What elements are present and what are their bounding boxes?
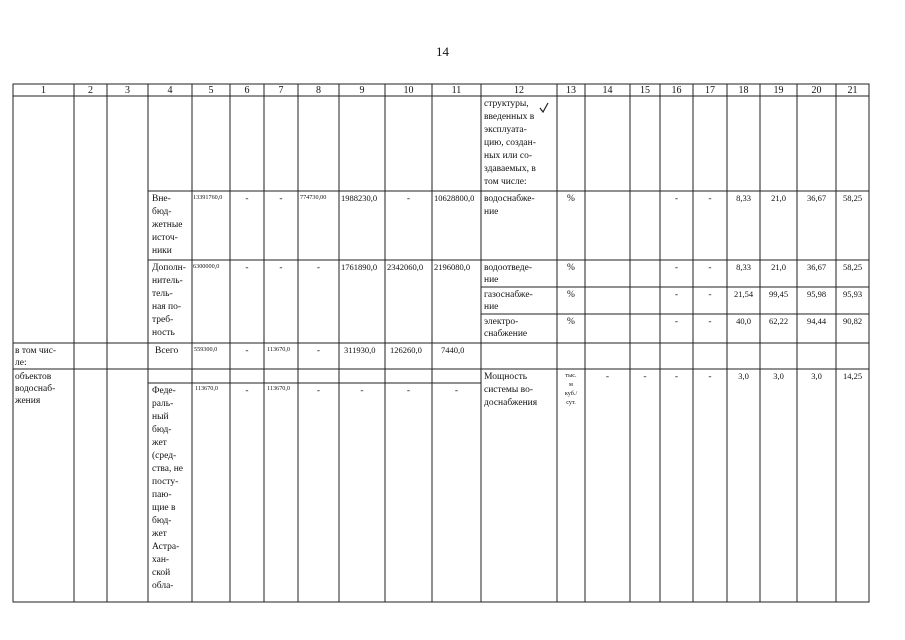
dop-col10: 2342060,0 <box>387 262 424 272</box>
fed-col4-line: посту- <box>152 477 179 487</box>
header-col-4: 4 <box>167 85 173 96</box>
vnebudg-col10: - <box>406 194 411 204</box>
dop-sub2-col20: 95,98 <box>806 289 827 299</box>
vnebudg-col6: - <box>245 194 249 204</box>
dop-sub1-col12-line: ние <box>484 275 499 285</box>
obj-col12-line: системы во- <box>484 385 533 395</box>
dop-col4-line: ная по- <box>152 302 182 312</box>
vnebudg-col20: 36,67 <box>806 193 827 203</box>
vnebudg-col4-line: жетные <box>152 220 183 230</box>
vnebudg-col4-line: Вне- <box>152 194 171 204</box>
header-col-19: 19 <box>773 85 784 96</box>
vnebudg-col13: % <box>567 194 575 204</box>
dop-sub2-col12-line: газоснабже- <box>484 290 533 300</box>
header-col-10: 10 <box>403 85 414 96</box>
vnebudg-col11: 10628800,0 <box>434 193 475 203</box>
fed-col4-line: ской <box>152 568 171 578</box>
text-line: структуры, <box>484 99 529 109</box>
fed-col4-line: Астра- <box>152 542 180 552</box>
vnebudg-col16: - <box>674 194 679 204</box>
header-col-12: 12 <box>514 85 524 96</box>
obj-col14: - <box>605 372 610 382</box>
header-col-8: 8 <box>316 85 321 96</box>
dop-sub1-col12-line: водоотведе- <box>484 263 532 273</box>
dop-sub1-col19: 21,0 <box>771 262 786 272</box>
fed-col4-line: ства, не <box>152 464 183 474</box>
dop-sub2-col16: - <box>674 290 679 300</box>
dop-sub1-col21: 58,25 <box>842 262 863 272</box>
fed-col4-line: жет <box>152 438 167 448</box>
dop-col9: 1761890,0 <box>341 262 378 272</box>
fed-col4-line: бюд- <box>152 516 172 526</box>
fed-col10: - <box>406 386 411 396</box>
text-line: введенных в <box>484 112 535 122</box>
dop-sub3-col20: 94,44 <box>806 316 827 326</box>
obj-col1-line: жения <box>15 396 41 406</box>
fed-col4-line: ный <box>152 412 169 422</box>
fed-col8: - <box>316 386 321 396</box>
header-col-17: 17 <box>705 85 715 96</box>
vsego-col10: 126260,0 <box>390 345 422 355</box>
dop-col6: - <box>245 263 249 273</box>
text-line: цию, создан- <box>484 138 536 148</box>
dop-sub3-col16: - <box>674 317 679 327</box>
dop-col4-line: Дополн- <box>152 263 186 273</box>
fed-col5: 113670,0 <box>195 385 218 392</box>
vsego-col7: 113670,0 <box>267 346 290 353</box>
header-col-18: 18 <box>738 85 749 96</box>
header-col-20: 20 <box>811 85 822 96</box>
fed-col4-line: хан- <box>152 555 170 565</box>
header-col-6: 6 <box>244 85 250 96</box>
obj-col20: 3,0 <box>811 371 822 381</box>
dop-col11: 2196080,0 <box>434 262 471 272</box>
header-col-9: 9 <box>359 85 365 96</box>
vnebudg-col8: 774730,00 <box>300 194 327 201</box>
dop-sub2-col12-line: ние <box>484 302 499 312</box>
vsego-col4: Всего <box>155 346 179 356</box>
vnebudg-col4-line: ники <box>152 246 172 256</box>
vnebudg-col18: 8,33 <box>736 193 751 203</box>
handwritten-tick <box>540 103 548 112</box>
vsego-col9: 311930,0 <box>344 345 376 355</box>
obj-col1-line: водоснаб- <box>15 384 56 394</box>
obj-col12-line: Мощность <box>484 372 528 382</box>
dop-sub3-col12-line: электро- <box>484 317 519 327</box>
dop-sub1-col17: - <box>708 263 712 273</box>
dop-sub1-col13: % <box>567 263 575 273</box>
fed-col4-line: щие в <box>152 503 176 513</box>
dop-sub2-col19: 99,45 <box>768 289 789 299</box>
dop-sub3-col21: 90,82 <box>842 316 863 326</box>
dop-col8: - <box>316 263 321 273</box>
fed-col4-line: бюд- <box>152 425 172 435</box>
obj-col1-line: объектов <box>15 372 52 382</box>
fed-col7: 113670,0 <box>267 385 290 392</box>
vnebudg-col12-line: водоснабже- <box>484 194 535 204</box>
fed-col4-line: паю- <box>152 490 172 500</box>
vnebudg-col12-line: ние <box>484 207 499 217</box>
dop-sub3-col13: % <box>567 317 575 327</box>
header-col-3: 3 <box>125 85 130 96</box>
vsego-col1-line: ле: <box>15 358 27 368</box>
obj-col21: 14,25 <box>842 371 863 381</box>
text-line: эксплуата- <box>484 125 527 135</box>
fed-col4-line: Феде- <box>152 386 176 396</box>
dop-sub2-col18: 21,54 <box>733 289 754 299</box>
dop-sub3-col18: 40,0 <box>736 316 751 326</box>
vsego-col1-line: в том чис- <box>15 346 57 356</box>
text-line: том числе: <box>484 177 527 187</box>
dop-sub1-col16: - <box>674 263 679 273</box>
vnebudg-col17: - <box>708 194 712 204</box>
header-col-5: 5 <box>208 85 214 96</box>
dop-sub2-col21: 95,93 <box>842 289 863 299</box>
text-line: ных или со- <box>484 151 533 161</box>
vnebudg-col21: 58,25 <box>842 193 863 203</box>
obj-col16: - <box>674 372 679 382</box>
fed-col4-line: раль- <box>152 399 174 409</box>
vnebudg-col4-line: бюд- <box>152 207 172 217</box>
header-col-2: 2 <box>88 85 93 96</box>
page-number: 14 <box>436 44 449 59</box>
fed-col4-line: (сред- <box>152 451 177 461</box>
obj-col13-line: тыс. <box>565 372 577 379</box>
vnebudg-col19: 21,0 <box>771 193 786 203</box>
dop-sub3-col17: - <box>708 317 712 327</box>
vsego-col8: - <box>316 346 321 356</box>
dop-col4-line: треб- <box>152 315 174 325</box>
vsego-col11: 7440,0 <box>441 345 465 355</box>
dop-col4-line: нитель- <box>152 276 183 286</box>
header-col-15: 15 <box>640 85 650 96</box>
obj-col19: 3,0 <box>773 371 784 381</box>
obj-col13-line: м <box>569 381 573 388</box>
header-col-13: 13 <box>566 85 576 96</box>
header-col-11: 11 <box>451 85 462 96</box>
fed-col4-line: жет <box>152 529 167 539</box>
obj-col18: 3,0 <box>738 371 749 381</box>
header-col-1: 1 <box>41 85 46 96</box>
dop-col5: 6300000,0 <box>193 263 220 270</box>
vnebudg-col7: - <box>279 194 283 204</box>
dop-sub2-col13: % <box>567 290 575 300</box>
text-line: здаваемых, в <box>484 164 536 174</box>
dop-sub3-col19: 62,22 <box>768 316 789 326</box>
dop-sub1-col18: 8,33 <box>736 262 751 272</box>
obj-col13-line: сут. <box>566 399 576 406</box>
vsego-col5: 559300,0 <box>194 346 218 353</box>
vnebudg-col9: 1988230,0 <box>341 193 378 203</box>
header-col-21: 21 <box>847 85 858 96</box>
fed-col9: - <box>360 386 364 396</box>
obj-col17: - <box>708 372 712 382</box>
header-col-14: 14 <box>602 85 613 96</box>
vnebudg-col4-line: источ- <box>152 233 178 243</box>
vsego-col6: - <box>245 346 249 356</box>
header-col-16: 16 <box>671 85 682 96</box>
fed-col4-line: обла- <box>152 581 174 591</box>
obj-col15: - <box>643 372 647 382</box>
dop-sub1-col20: 36,67 <box>806 262 827 272</box>
vnebudg-col5: 13391760,0 <box>193 194 223 201</box>
dop-sub3-col12-line: снабжение <box>484 329 528 339</box>
header-col-7: 7 <box>278 85 284 96</box>
obj-col13-line: куб./ <box>564 390 578 397</box>
fed-col11: - <box>454 386 459 396</box>
dop-sub2-col17: - <box>708 290 712 300</box>
obj-col12-line: доснабжения <box>484 398 538 408</box>
dop-col4-line: тель- <box>152 289 173 299</box>
dop-col4-line: ность <box>152 328 175 338</box>
dop-col7: - <box>279 263 283 273</box>
fed-col6: - <box>245 386 249 396</box>
